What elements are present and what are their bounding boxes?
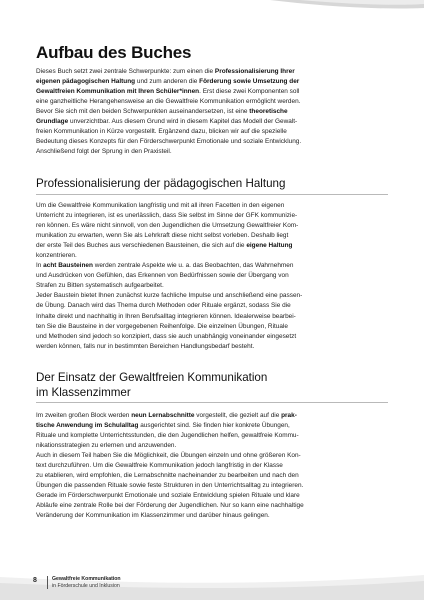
text-line: ten Sie die Bausteine in der vorgegebenen Reihenfolge. Die einzelnen Übungen, Rituale — [36, 322, 288, 330]
text-line: Unterricht zu integrieren, ist es unerlässlich, dass Sie selbst im Sinne der GFK kommunizie- — [36, 212, 298, 220]
text-line: werden können, falls nur in bestimmten Bereichen Handlungsbedarf besteht. — [36, 342, 255, 350]
text-line: Rituale und komplette Unterrichtsstunden, die den Jugendlichen helfen, gewaltfreie Kommu- — [36, 432, 299, 440]
section-einsatz-body — [36, 411, 388, 522]
text-line: text durchzuführen. Um die Gewaltfreie Kommunikation jedoch langfristig in der Klasse — [36, 462, 283, 470]
footer-separator — [47, 576, 48, 589]
footer-book-subtitle: in Förderschule und Inklusion — [52, 583, 120, 589]
text-line: und Methoden sind jedoch so konzipiert, dass sie auch unabhängig voneinander eingesetzt — [36, 332, 297, 340]
text-line: und Ausdrücken von Gefühlen, das Erkennen von Bedürfnissen sowie der Übergang von — [36, 272, 289, 280]
text-line: freien Kommunikation in Kürze vorgestellt. Ergänzend dazu, blicken wir auf die spezielle — [36, 128, 287, 136]
text-line: Jeder Baustein bietet Ihnen zunächst kurze fachliche Impulse und anschließend eine passen- — [36, 292, 303, 300]
text-line: nikationsstrategien zu erlernen und anzuwenden. — [36, 442, 177, 450]
section-heading-einsatz-line2: im Klassenzimmer — [36, 386, 388, 404]
text-line: Dieses Buch setzt zwei zentrale Schwerpunkte: zum einen die Professionalisierung Ihrer — [36, 68, 295, 75]
text-line: Gerade im Förderschwerpunkt Emotionale und soziale Entwicklung spielen Rituale und klare — [36, 492, 300, 500]
text-line: eine ganzheitliche Herangehensweise an die Gewaltfreie Kommunikation ermöglicht werden. — [36, 98, 301, 106]
text-line: Gewaltfreien Kommunikation mit Ihren Schüler*innen. Erst diese zwei Komponenten soll — [36, 88, 300, 96]
header-swoosh-decoration — [0, 0, 424, 30]
section-professionalisierung-body — [36, 201, 388, 352]
text-line: In acht Bausteinen werden zentrale Aspekte wie u. a. das Beobachten, das Wahrnehmen — [36, 262, 294, 270]
text-line: de Übung. Danach wird das Thema durch Methoden oder Rituale ergänzt, sodass Sie die — [36, 302, 291, 310]
section-heading-einsatz-line1: Der Einsatz der Gewaltfreien Kommunikation — [36, 371, 268, 384]
text-line: Strafen zu Bitten systematisch aufgearbeitet. — [36, 282, 164, 290]
text-line: eigenen pädagogischen Haltung und zum anderen die Förderung sowie Umsetzung der — [36, 78, 300, 86]
text-line: tische Anwendung im Schulalltag ausgerichtet sind. Sie finden hier konkrete Übungen, — [36, 422, 290, 430]
text-line: munikation zu erwarten, wenn Sie als Lehrkraft diese nicht selbst vorleben. Deshalb liegt — [36, 232, 289, 240]
text-line: Anschließend folgt der Sprung in den Praxisteil. — [36, 148, 172, 156]
text-line: Veränderung der Kommunikation im Klassenzimmer und darüber hinaus gelingen. — [36, 512, 270, 520]
text-line: ren können. Es wäre nicht sinnvoll, von den Jugendlichen die Umsetzung Gewaltfreier Kom- — [36, 222, 299, 230]
text-line: Bedeutung dieses Konzepts für den Förderschwerpunkt Emotionale und soziale Entwicklung. — [36, 138, 302, 146]
text-line: Grundlage unverzichtbar. Aus diesem Grund wird in diesem Kapitel das Modell der Gewalt- — [36, 118, 298, 126]
text-line: Bevor Sie sich mit den beiden Schwerpunkten auseinandersetzen, ist eine theoretische — [36, 108, 288, 116]
page-heading: Aufbau des Buches — [36, 43, 192, 62]
text-line: Auch in diesem Teil haben Sie die Möglichkeit, die Übungen einzeln und ohne größeren Kon- — [36, 452, 301, 460]
text-line: Inhalte direkt und nachhaltig in Ihren Berufsalltag integrieren können. Idealerweise bearbei- — [36, 312, 296, 320]
text-line: konzentrieren. — [36, 252, 77, 260]
section-heading-einsatz — [36, 371, 388, 405]
text-line: Übungen die passenden Rituale sowie feste Strukturen in den Unterrichtsalltag zu integrieren. — [36, 482, 304, 490]
text-line: Abläufe eine zentrale Rolle bei der Förderung der Jugendlichen. Nur so kann eine nachhaltige — [36, 502, 304, 510]
page-number: 8 — [33, 577, 37, 584]
text-line: Um die Gewaltfreie Kommunikation langfristig und mit all ihren Facetten in den eigenen — [36, 202, 285, 209]
text-line: der erste Teil des Buches aus verschiedenen Bausteinen, die sich auf die eigene Haltung — [36, 242, 293, 250]
section-heading-professionalisierung: Professionalisierung der pädagogischen Haltung — [36, 177, 388, 195]
footer-book-title: Gewaltfreie Kommunikation — [52, 576, 121, 582]
text-line: zu etablieren, wird empfohlen, die Lernabschnitte nacheinander zu bearbeiten und nach den — [36, 472, 299, 480]
intro-paragraph — [36, 67, 388, 157]
text-line: Im zweiten großen Block werden neun Lernabschnitte vorgestellt, die gezielt auf die prak- — [36, 412, 297, 419]
